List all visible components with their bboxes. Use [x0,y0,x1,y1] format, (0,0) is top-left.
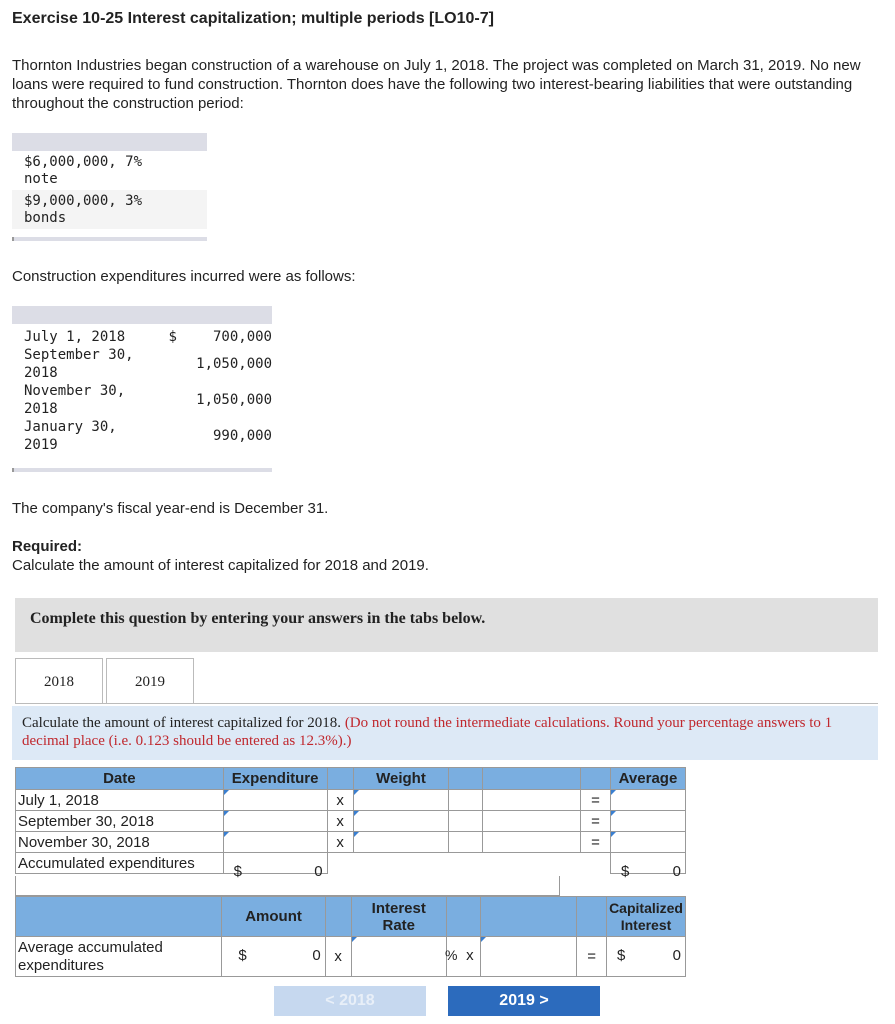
expenditure-row: September 30, 2018 1,050,000 [24,347,272,381]
header-weight: Weight [353,768,449,790]
weight-input[interactable] [353,811,449,832]
avg-accum-label: Average accumulated expenditures [16,937,222,977]
average-input[interactable] [610,811,685,832]
liability-row: $9,000,000, 3% bonds [12,190,207,229]
fiscal-note: The company's fiscal year-end is December 31. [12,500,329,517]
liabilities-table [12,133,207,241]
header-amount: Amount [222,897,325,937]
liability-row: $6,000,000, 7% note [24,154,143,187]
expenditure-input[interactable] [223,832,327,853]
expenditure-row: November 30, 2018 1,050,000 [24,383,272,417]
average-input[interactable] [610,790,685,811]
average-input[interactable] [610,832,685,853]
expenditures-intro: Construction expenditures incurred were as follows: [12,268,356,285]
row-date: July 1, 2018 [16,790,224,811]
next-tab-button[interactable]: 2019 > [448,986,600,1016]
intro-paragraph: Thornton Industries began construction of a warehouse on July 1, 2018. The project was completed on March 31, 2019. No new loans were required to fund construction. Thornton does have the following two interest-bearing liabilities that were outstanding throughout the construction period: [12,57,861,112]
capitalized-interest-total: $ 0 [607,937,686,977]
accumulated-total: $ 0 [223,853,327,874]
tab-2019[interactable]: 2019 [106,658,194,704]
interest-rate-input[interactable] [351,937,446,977]
header-capitalized-interest: Capitalized Interest [607,897,686,937]
expenditure-row: July 1, 2018 $ 700,000 [24,329,272,345]
tab-instructions: Calculate the amount of interest capitalized for 2018. (Do not round the intermediate calculations. Round your percentage answers to 1 decimal place (i.e. 0.123 should be entered as 12.3%).) [12,706,878,760]
capitalization-table: Amount Interest Rate Capitalized Interest Average accumulated expenditures $ 0 x % x = $ 0 [15,896,686,977]
expenditure-input[interactable] [223,790,327,811]
fraction-input[interactable] [480,937,577,977]
required-text: Calculate the amount of interest capitalized for 2018 and 2019. [12,557,429,574]
instructions-banner: Complete this question by entering your answers in the tabs below. [15,598,878,652]
exercise-title: Exercise 10-25 Interest capitalization; multiple periods [LO10-7] [12,10,494,27]
header-average: Average [610,768,685,790]
header-date: Date [16,768,224,790]
expenditure-input[interactable] [223,811,327,832]
expenditure-row: January 30, 2019 990,000 [24,419,272,453]
answer-table: Date Expenditure Weight Average July 1, 2018 x = September 30, 2018 x = November 30, 2018 x = Accumulated expenditures $ 0 $ 0 [15,767,686,874]
required-label: Required: [12,538,83,555]
previous-tab-button[interactable]: < 2018 [274,986,426,1016]
header-interest-rate: Interest Rate [351,897,446,937]
row-date: November 30, 2018 [16,832,224,853]
weight-input[interactable] [353,832,449,853]
row-date: September 30, 2018 [16,811,224,832]
average-total: $ 0 [610,853,685,874]
weight-input[interactable] [353,790,449,811]
header-expenditure: Expenditure [223,768,327,790]
accumulated-label: Accumulated expenditures [16,853,224,874]
tab-2018[interactable]: 2018 [15,658,103,704]
avg-accum-amount: $ 0 [222,937,325,977]
expenditures-table [12,306,272,472]
